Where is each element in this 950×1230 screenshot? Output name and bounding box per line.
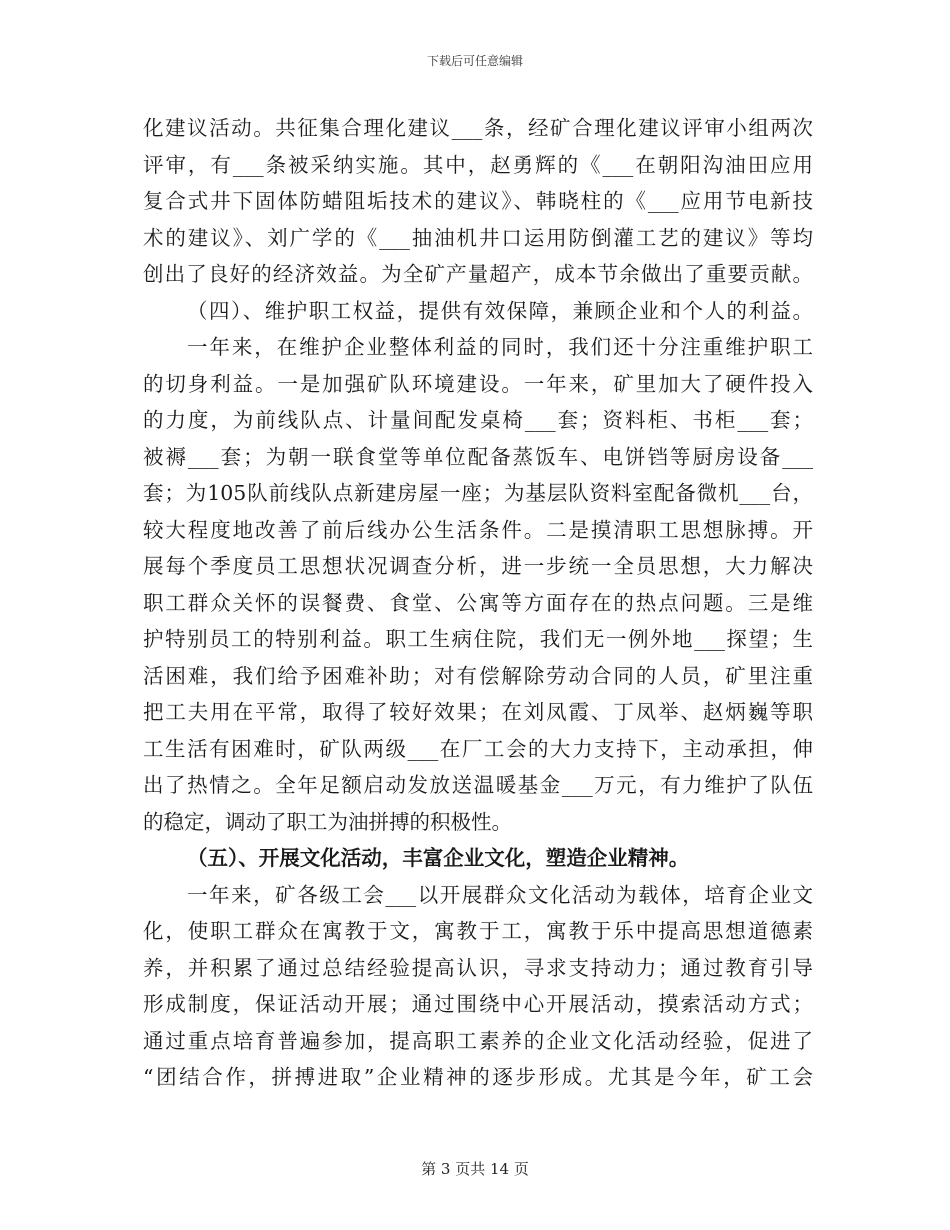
text-line: 的切身利益。一是加强矿队环境建设。一年来，矿里加大了硬件投入	[143, 371, 813, 396]
text-line: 职工群众关怀的误餐费、食堂、公寓等方面存在的热点问题。三是维	[143, 590, 813, 615]
text-line: 化建议活动。共征集合理化建议___条，经矿合理化建议评审小组两次	[143, 116, 813, 140]
text-line: 评审，有___条被采纳实施。其中，赵勇辉的《___在朝阳沟油田应用	[143, 152, 813, 177]
document-body	[143, 110, 813, 1096]
text-line: 一年来，矿各级工会___以开展群众文化活动为载体，培育企业文	[187, 882, 813, 907]
text-line: 工生活有困难时，矿队两级___在厂工会的大力支持下，主动承担，伸	[143, 736, 813, 761]
text-line: 出了热情之。全年足额启动发放送温暖基金___万元，有力维护了队伍	[143, 773, 813, 797]
section-heading-4: （四）、维护职工权益，提供有效保障，兼顾企业和个人的利益。	[187, 298, 813, 323]
text-line: 复合式井下固体防蜡阻垢技术的建议》、韩晓柱的《___应用节电新技	[143, 189, 813, 213]
text-line: 被褥___套；为朝一联食堂等单位配备蒸饭车、电饼铛等厨房设备___	[143, 444, 813, 469]
text-line: 化，使职工群众在寓教于文，寓教于工，寓教于乐中提高思想道德素	[143, 919, 813, 943]
text-line: 术的建议》、刘广学的《___抽油机井口运用防倒灌工艺的建议》等均	[143, 225, 813, 250]
text-line: 展每个季度员工思想状况调查分析，进一步统一全员思想，大力解决	[143, 554, 813, 578]
text-line: 一年来，在维护企业整体利益的同时，我们还十分注重维护职工	[187, 335, 813, 359]
text-line: 较大程度地改善了前后线办公生活条件。二是摸清职工思想脉搏。开	[143, 517, 813, 542]
text-line: 护特别员工的特别利益。职工生病住院，我们无一例外地___探望；生	[143, 627, 813, 651]
text-line: 的稳定，调动了职工为油拼搏的积极性。	[143, 809, 512, 834]
section-heading-5: （五）、开展文化活动，丰富企业文化，塑造企业精神。	[187, 846, 690, 870]
text-line: 创出了良好的经济效益。为全矿产量超产，成本节余做出了重要贡献。	[143, 262, 813, 286]
text-line: 把工夫用在平常，取得了较好效果；在刘凤霞、丁凤举、赵炳巍等职	[143, 700, 813, 724]
text-line: 活困难，我们给予困难补助；对有偿解除劳动合同的人员，矿里注重	[143, 663, 813, 688]
text-line: 套；为105队前线队点新建房屋一座；为基层队资料室配备微机___台，	[143, 481, 813, 505]
page-footer: 第 3 页共 14 页	[421, 1160, 529, 1178]
text-line: 形成制度，保证活动开展；通过围绕中心开展活动，摸索活动方式；	[143, 992, 813, 1016]
text-line: 通过重点培育普遍参加，提高职工素养的企业文化活动经验，促进了	[143, 1028, 813, 1053]
text-line: 养，并积累了通过总结经验提高认识，寻求支持动力；通过教育引导	[143, 955, 813, 980]
page-header: 下载后可任意编辑	[426, 54, 523, 68]
text-line: “团结合作，拼搏进取”企业精神的逐步形成。尤其是今年，矿工会	[143, 1065, 813, 1089]
text-line: 的力度，为前线队点、计量间配发桌椅___套；资料柜、书柜___套；	[143, 408, 813, 432]
